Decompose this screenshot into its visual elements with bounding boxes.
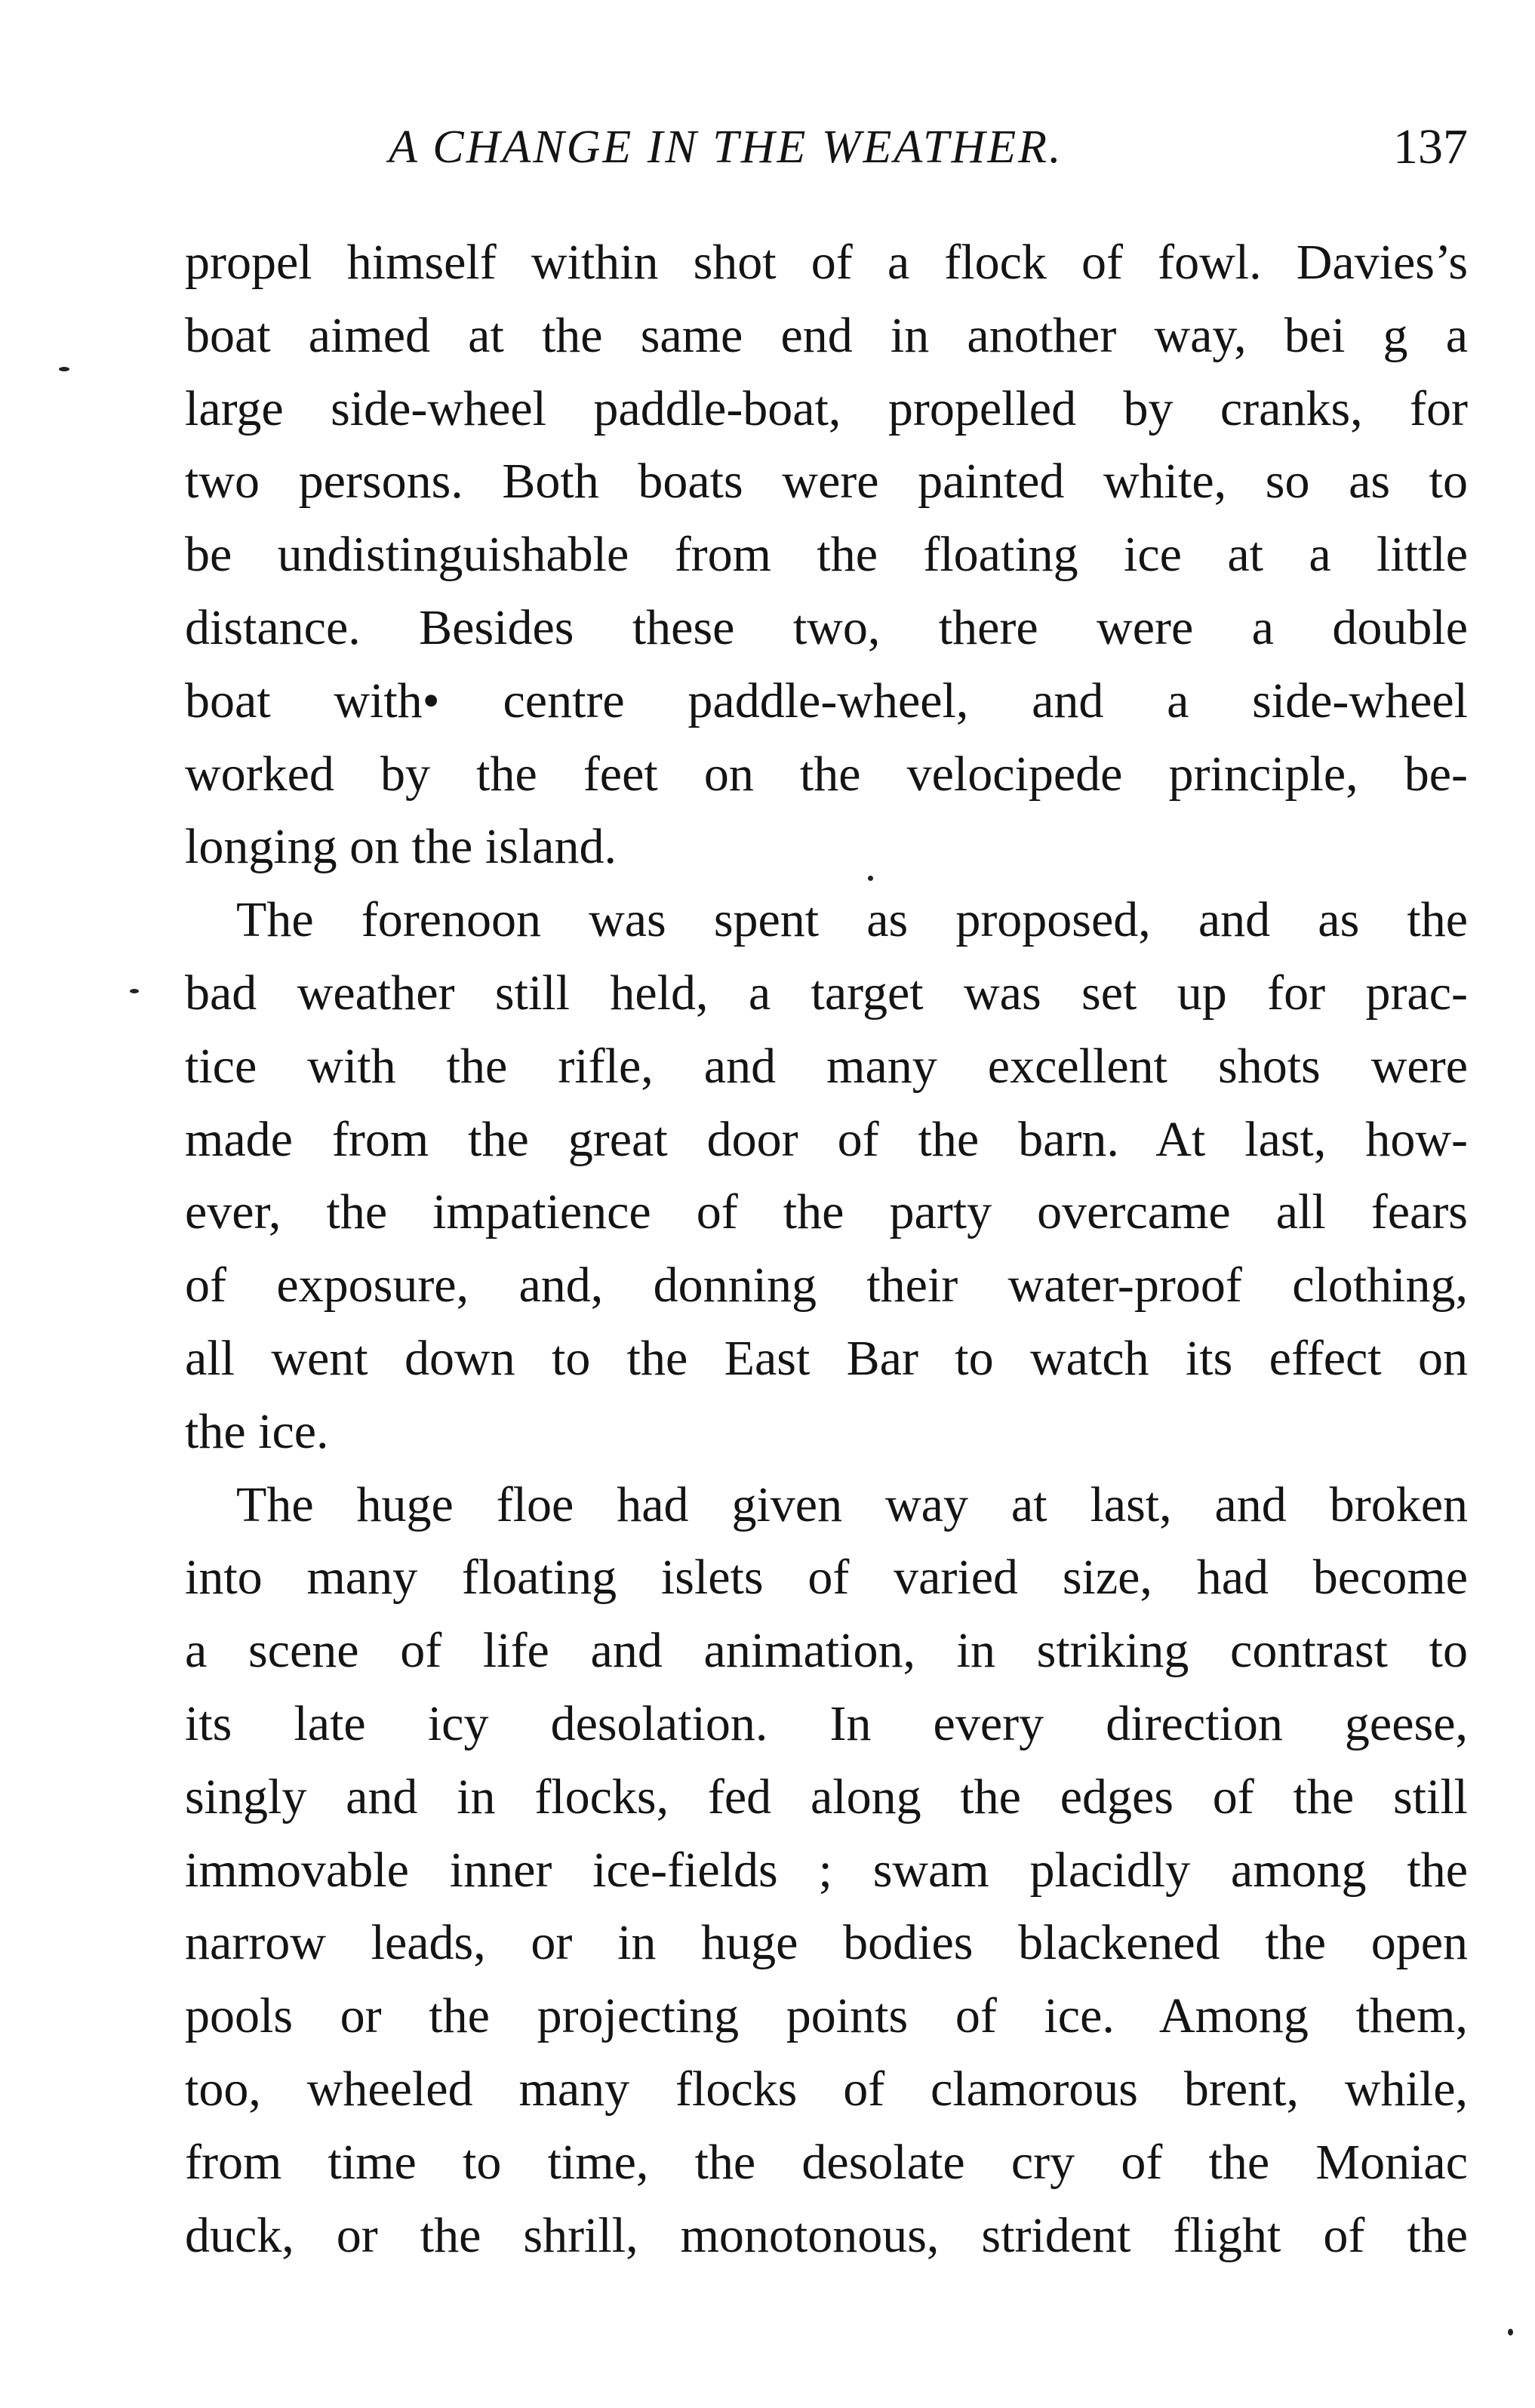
text-line: all went down to the East Bar to watch its effect on [185,1330,1468,1386]
text-line: immovable inner ice-fields ; swam placidly among the [185,1842,1468,1898]
text-line: bad weather still held, a target was set up for prac- [185,965,1468,1021]
body-text [185,226,1468,2272]
text-line: boat with• centre paddle-wheel, and a side-wheel [185,673,1468,728]
text-line: its late icy desolation. In every direction geese, [185,1695,1468,1751]
text-line: distance. Besides these two, there were a double [185,599,1468,655]
text-line: large side-wheel paddle-boat, propelled by cranks, for [185,380,1468,436]
text-line: from time to time, the desolate cry of the Moniac [185,2134,1468,2190]
text-line: a scene of life and animation, in striking contrast to [185,1623,1468,1679]
page-number: 137 [1393,119,1468,174]
text-line: ever, the impatience of the party overcame all fears [185,1184,1468,1240]
text-line: longing on the island. [185,819,617,875]
text-line: into many floating islets of varied size, had become [185,1550,1468,1606]
text-line: too, wheeled many flocks of clamorous brent, while, [185,2061,1468,2117]
text-line: worked by the feet on the velocipede principle, be- [185,746,1468,802]
print-speck [130,989,139,993]
text-line: narrow leads, or in huge bodies blackened the open [185,1915,1468,1971]
text-line: pools or the projecting points of ice. Among them, [185,1988,1468,2044]
running-title: A CHANGE IN THE WEATHER. [389,122,1063,173]
text-line: of exposure, and, donning their water-proof clothing, [185,1258,1468,1313]
text-line: The forenoon was spent as proposed, and as the [236,892,1468,948]
text-line: duck, or the shrill, monotonous, strident flight of the [185,2207,1468,2263]
print-speck [868,876,873,881]
print-speck [1508,2329,1513,2336]
text-line: tice with the rifle, and many excellent shots were [185,1038,1468,1094]
text-line: propel himself within shot of a flock of fowl. Davies’s [185,235,1468,290]
text-line: the ice. [185,1403,329,1459]
text-line: singly and in flocks, fed along the edges of the still [185,1769,1468,1824]
text-line: The huge floe had given way at last, and broken [236,1477,1468,1532]
text-line: be undistinguishable from the floating ice at a little [185,527,1468,583]
text-line: boat aimed at the same end in another way, bei g a [185,307,1468,363]
running-head [185,113,1468,181]
text-line: made from the great door of the barn. At last, how- [185,1111,1468,1167]
text-line: two persons. Both boats were painted white, so as to [185,454,1468,510]
print-speck [59,367,69,371]
